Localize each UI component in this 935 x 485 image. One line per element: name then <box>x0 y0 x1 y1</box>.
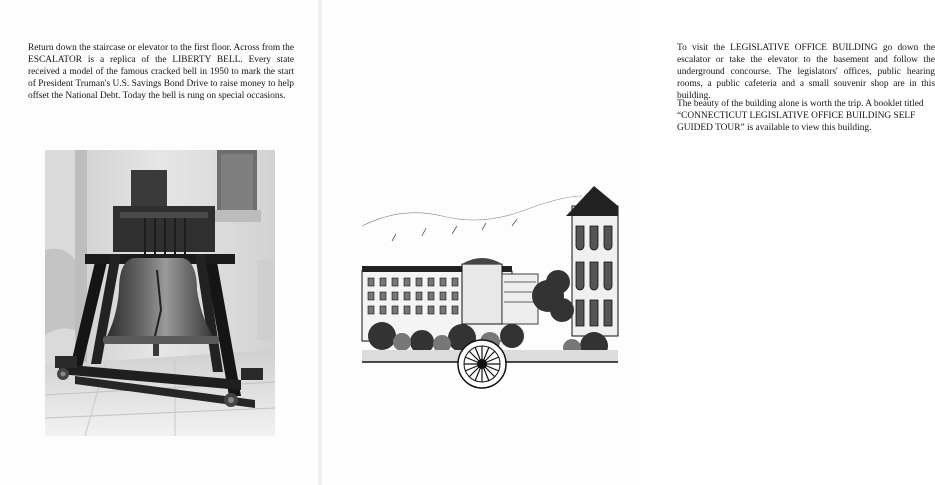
liberty-bell-photo <box>45 150 275 436</box>
legislative-office-paragraph: To visit the LEGISLATIVE OFFICE BUILDING go down the escalator or take the elevator to the basement and follow the underground concourse. The legislators' offices, public hearing rooms, a public cafeteria and a small souvenir shop are in this building. <box>677 43 935 102</box>
legislative-building-sketch <box>362 186 618 390</box>
booklet-paragraph: The beauty of the building alone is worth the trip. A booklet titled “CONNECTICUT LEGISLATIVE OFFICE BUILDING SELF GUIDED TOUR” is available to view this building. <box>677 99 924 134</box>
left-page <box>0 0 320 485</box>
liberty-bell-paragraph: Return down the staircase or elevator to the first floor. Across from the ESCALATOR is a replica of the LIBERTY BELL. Every state received a model of the famous cracked bell in 1950 to mark the start of President Truman's U.S. Savings Bond Drive to raise money to help offset the National Debt. Today the bell is rung on special occasions. <box>28 43 294 102</box>
